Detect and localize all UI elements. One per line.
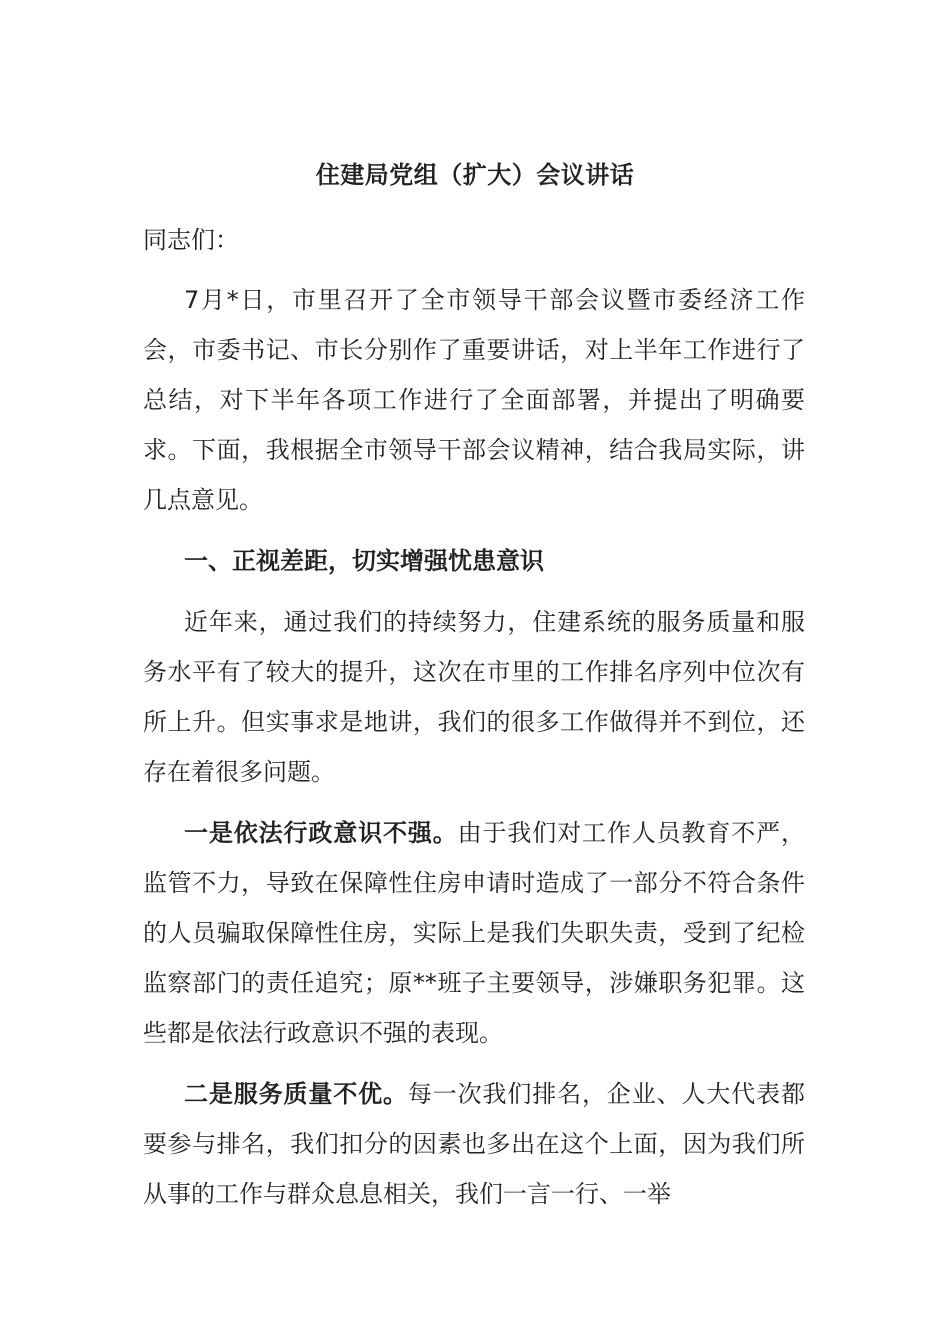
section-heading-1 bbox=[143, 536, 805, 586]
paragraph-lead: 一是依法行政意识不强。 bbox=[184, 819, 458, 847]
document-title: 住建局党组（扩大）会议讲话 bbox=[315, 161, 635, 189]
paragraph-text: 近年来，通过我们的持续努力，住建系统的服务质量和服务水平有了较大的提升，这次在市里的工作排名序列中位次有所上升。但实事求是地讲，我们的很多工作做得并不到位，还存在着很多问题。 bbox=[143, 608, 805, 786]
paragraph-intro bbox=[143, 275, 805, 525]
salutation: 同志们： bbox=[143, 226, 239, 254]
paragraph-text: 每一次我们排名，企业、人大代表都要参与排名，我们扣分的因素也多出在这个上面，因为我们所从事的工作与群众息息相关，我们一言一行、一举 bbox=[143, 1080, 805, 1208]
document-body bbox=[143, 215, 805, 1230]
paragraph-text: 由于我们对工作人员教育不严，监管不力，导致在保障性住房申请时造成了一部分不符合条件的人员骗取保障性住房，实际上是我们失职失责，受到了纪检监察部门的责任追究；原**班子主要领导，涉嫌职务犯罪。这些都是依法行政意识不强的表现。 bbox=[143, 819, 805, 1047]
section-heading-text: 一、正视差距，切实增强忧患意识 bbox=[184, 547, 544, 575]
paragraph-point-1 bbox=[143, 808, 805, 1058]
paragraph-point-2 bbox=[143, 1069, 805, 1219]
paragraph-text: 7月*日，市里召开了全市领导干部会议暨市委经济工作会，市委书记、市长分别作了重要讲话，对上半年工作进行了总结，对下半年各项工作进行了全面部署，并提出了明确要求。下面，我根据全市领导干部会议精神，结合我局实际，讲几点意见。 bbox=[143, 286, 805, 514]
paragraph-lead: 二是服务质量不优。 bbox=[184, 1080, 408, 1108]
paragraph-overview bbox=[143, 597, 805, 797]
